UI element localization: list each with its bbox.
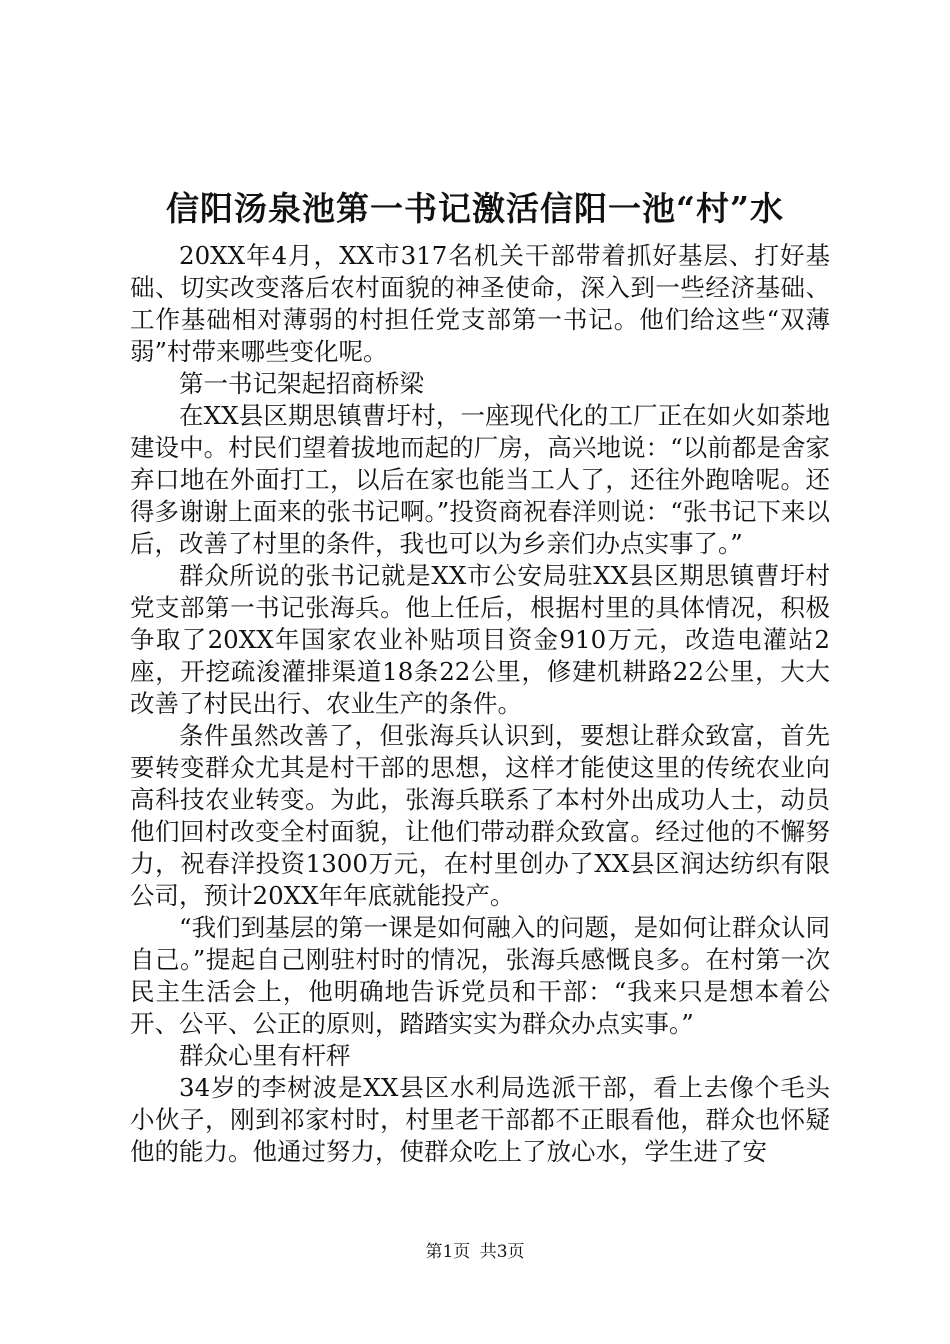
page-footer: 第1页 共3页 [425, 1242, 525, 1262]
paragraph: 群众所说的张书记就是XX市公安局驻XX县区期思镇曹圩村党支部第一书记张海兵。他上任后，根据村里的具体情况，积极争取了20XX年国家农业补贴项目资金910万元，改造电灌站2座，开挖疏浚灌排渠道18条22公里，修建机耕路22公里，大大改善了村民出行、农业生产的条件。 [130, 561, 830, 718]
paragraph: 34岁的李树波是XX县区水利局选派干部，看上去像个毛头小伙子，刚到祁家村时，村里老干部都不正眼看他，群众也怀疑他的能力。他通过努力，使群众吃上了放心水，学生进了安 [130, 1073, 830, 1166]
document-body [130, 240, 830, 1168]
paragraph: 条件虽然改善了，但张海兵认识到，要想让群众致富，首先要转变群众尤其是村干部的思想，这样才能使这里的传统农业向高科技农业转变。为此，张海兵联系了本村外出成功人士，动员他们回村改变全村面貌，让他们带动群众致富。经过他的不懈努力，祝春洋投资1300万元，在村里创办了XX县区润达纺织有限公司，预计20XX年年底就能投产。 [130, 721, 830, 910]
paragraph: 在XX县区期思镇曹圩村，一座现代化的工厂正在如火如荼地建设中。村民们望着拔地而起的厂房，高兴地说：“以前都是舍家弃口地在外面打工，以后在家也能当工人了，还往外跑啥呢。还得多谢谢上面来的张书记啊。”投资商祝春洋则说：“张书记下来以后，改善了村里的条件，我也可以为乡亲们办点实事了。” [130, 401, 830, 558]
paragraph: “我们到基层的第一课是如何融入的问题，是如何让群众认同自己。”提起自己刚驻村时的情况，张海兵感慨良多。在村第一次民主生活会上，他明确地告诉党员和干部：“我来只是想本着公开、公平、公正的原则，踏踏实实为群众办点实事。” [130, 913, 830, 1038]
section-heading-1: 第一书记架起招商桥梁 [179, 369, 424, 398]
document-title: 信阳汤泉池第一书记激活信阳一池“村”水 [166, 189, 784, 228]
paragraph-intro: 20XX年4月，XX市317名机关干部带着抓好基层、打好基础、切实改变落后农村面貌的神圣使命，深入到一些经济基础、工作基础相对薄弱的村担任党支部第一书记。他们给这些“双薄弱”村带来哪些变化呢。 [130, 241, 830, 366]
section-heading-2: 群众心里有杆秤 [179, 1041, 351, 1070]
